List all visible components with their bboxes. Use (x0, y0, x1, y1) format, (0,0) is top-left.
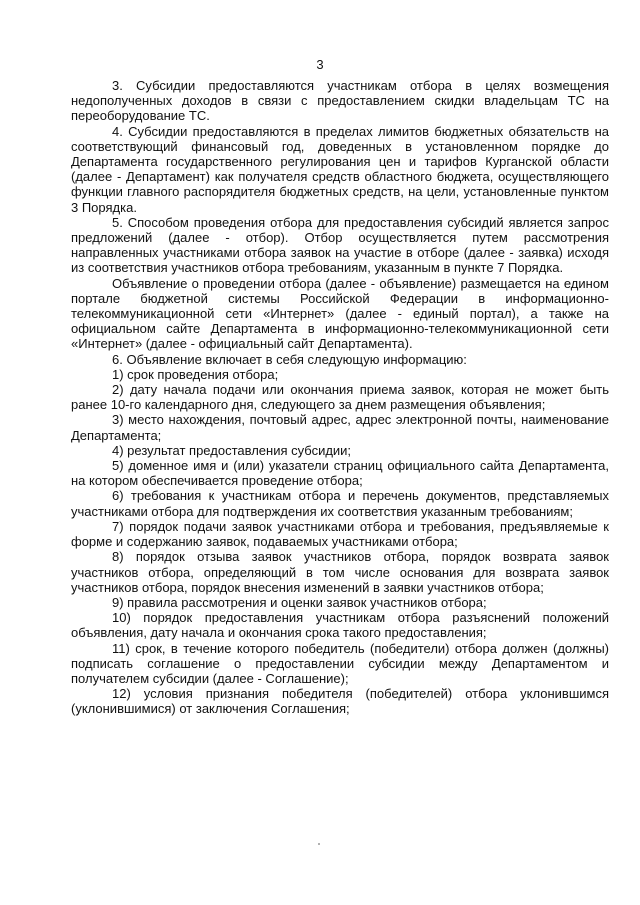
list-item-4: 4) результат предоставления субсидии; (112, 442, 352, 458)
page-number: 3 (316, 57, 324, 72)
list-item-3: 3) место нахождения, почтовый адрес, адрес электронной почты, наименование Департамента; (71, 412, 609, 443)
list-item-9: 9) правила рассмотрения и оценки заявок участников отбора; (112, 594, 487, 610)
list-item-7: 7) порядок подачи заявок участниками отбора и требования, предъявляемые к форме и содержанию заявок, подаваемых участниками отбора; (71, 518, 609, 550)
list-item-1: 1) срок проведения отбора; (112, 366, 279, 382)
scan-speck (318, 843, 320, 845)
paragraph-6: 6. Объявление включает в себя следующую информацию: (112, 351, 467, 367)
list-item-11: 11) срок, в течение которого победитель (победители) отбора должен (должны) подписать соглашение о предоставлении субсидии между Департаментом и получателем субсидии (далее - Соглашение); (71, 640, 609, 686)
list-item-6: 6) требования к участникам отбора и перечень документов, представляемых участниками отбора для подтверждения их соответствия указанным требованиям; (71, 488, 609, 519)
list-item-8: 8) порядок отзыва заявок участников отбора, порядок возврата заявок участников отбора, определяющий в том числе основания для возврата заявок участников отбора, порядок внесения изменений в заявки участников отбора; (71, 549, 609, 595)
paragraph-3: 3. Субсидии предоставляются участникам отбора в целях возмещения недополученных доходов в связи с предоставлением скидки владельцам ТС на переоборудование ТС. (71, 78, 609, 124)
list-item-12: 12) условия признания победителя (победителей) отбора уклонившимся (уклонившимися) от заключения Соглашения; (71, 686, 609, 717)
list-item-5: 5) доменное имя и (или) указатели страниц официального сайта Департамента, на котором обеспечивается проведение отбора; (71, 458, 609, 489)
document-body (71, 78, 609, 717)
list-item-10: 10) порядок предоставления участникам отбора разъяснений положений объявления, дату начала и окончания срока такого предоставления; (71, 610, 609, 641)
paragraph-5: 5. Способом проведения отбора для предоставления субсидий является запрос предложений (далее - отбор). Отбор осуществляется путем рассмотрения направленных участниками отбора заявок на участие в отборе (далее - заявка) исходя из соответствия участников отбора требованиям, указанным в пункте 7 Порядка. (71, 214, 609, 276)
paragraph-4: 4. Субсидии предоставляются в пределах лимитов бюджетных обязательств на соответствующий финансовый год, доведенных в установленном порядке до Департамента государственного регулирования цен и тарифов Курганской области (далее - Департамент) как получателя средств областного бюджета, осуществляющего функции главного распорядителя бюджетных средств, на цели, установленные пунктом 3 Порядка. (71, 123, 609, 215)
list-item-2: 2) дату начала подачи или окончания приема заявок, которая не может быть ранее 10-го календарного дня, следующего за днем размещения объявления; (71, 382, 609, 413)
paragraph-announcement: Объявление о проведении отбора (далее - объявление) размещается на едином портале бюджетной системы Российской Федерации в информационно-телекоммуникационной сети «Интернет» (далее - единый портал), а также на официальном сайте Департамента в информационно-телекоммуникационной сети «Интернет» (далее - официальный сайт Департамента). (71, 275, 609, 352)
